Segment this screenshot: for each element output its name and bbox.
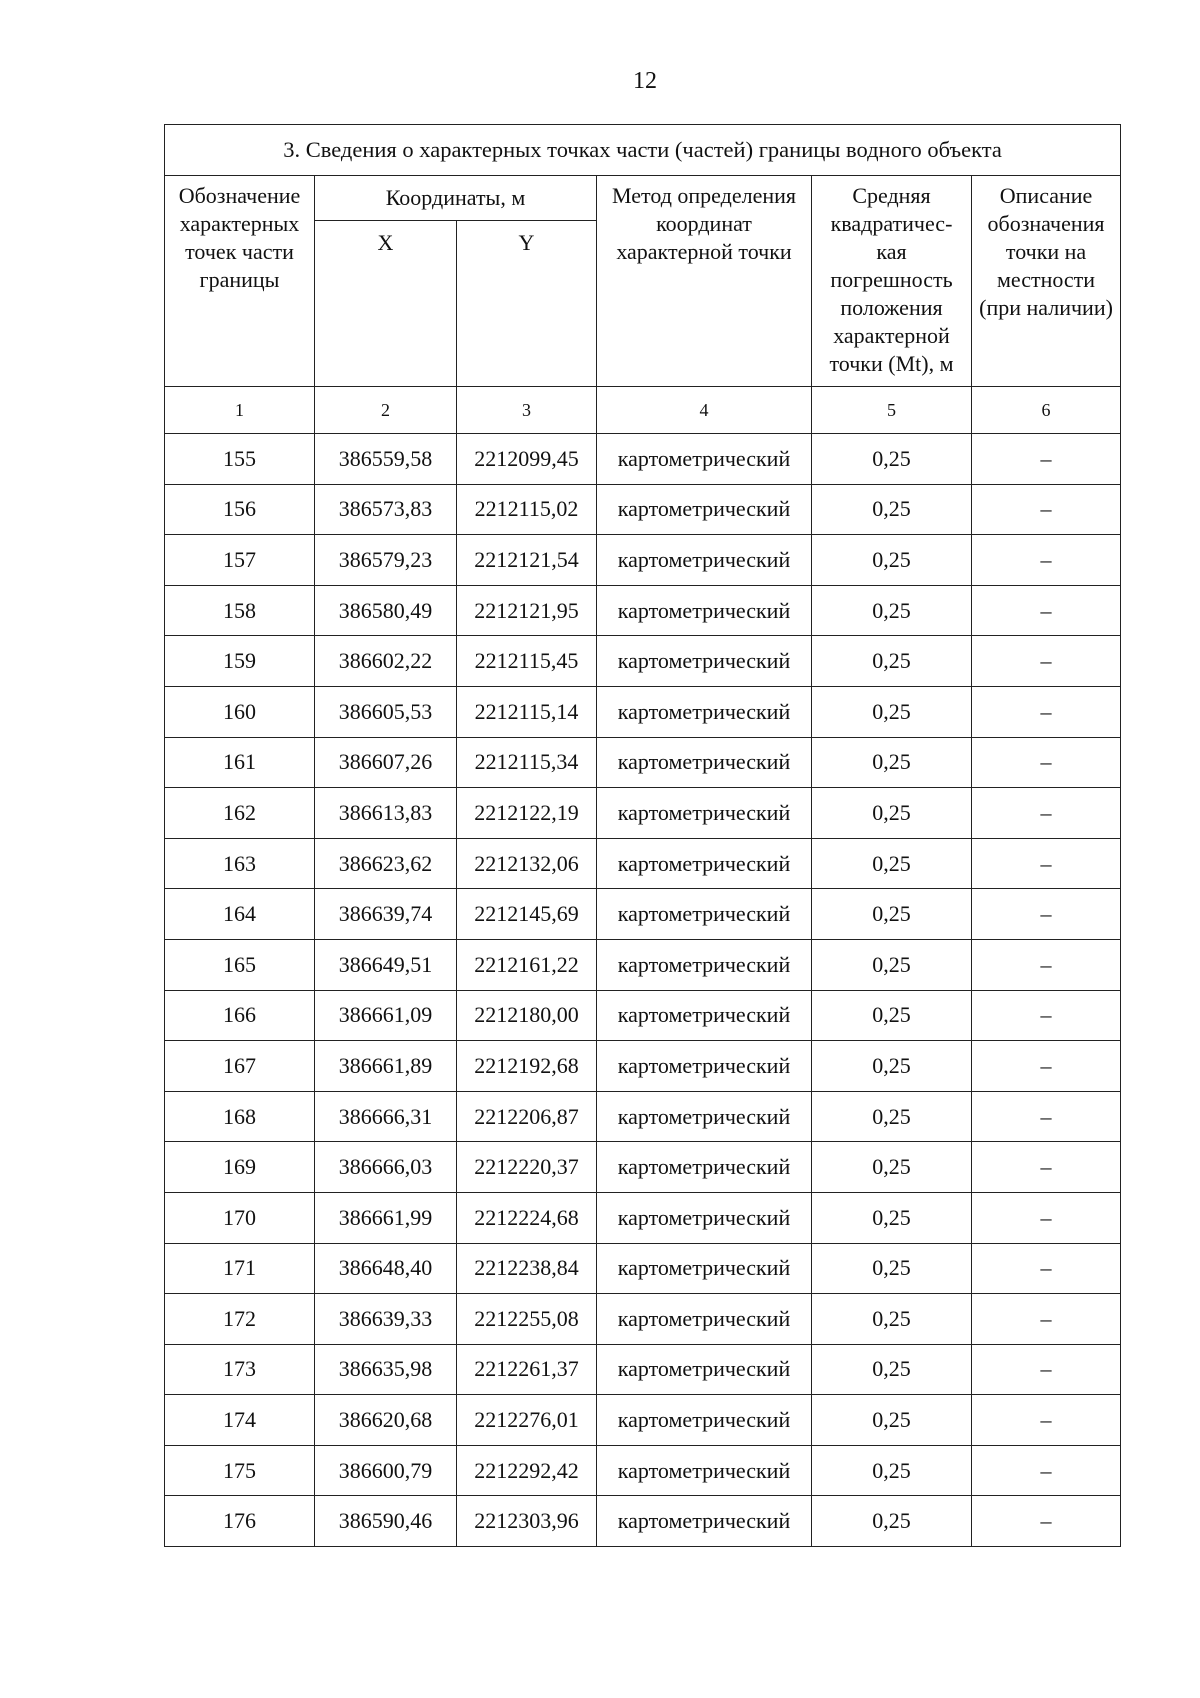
error-cell: 0,25	[812, 1344, 972, 1395]
header-x: X	[315, 221, 457, 387]
description-cell: –	[972, 788, 1121, 839]
y-coordinate-cell: 2212121,54	[457, 535, 597, 586]
x-coordinate-cell: 386666,03	[315, 1142, 457, 1193]
method-cell: картометрический	[597, 788, 812, 839]
y-coordinate-cell: 2212276,01	[457, 1395, 597, 1446]
point-cell: 173	[165, 1344, 315, 1395]
method-cell: картометрический	[597, 889, 812, 940]
x-coordinate-cell: 386605,53	[315, 686, 457, 737]
page-number: 12	[633, 68, 657, 94]
description-cell: –	[972, 686, 1121, 737]
x-coordinate-cell: 386639,33	[315, 1294, 457, 1345]
column-number: 1	[165, 387, 315, 434]
x-coordinate-cell: 386649,51	[315, 939, 457, 990]
header-coordinates: Координаты, м	[315, 176, 597, 221]
description-cell: –	[972, 1344, 1121, 1395]
point-cell: 168	[165, 1091, 315, 1142]
method-cell: картометрический	[597, 1192, 812, 1243]
column-number: 3	[457, 387, 597, 434]
method-cell: картометрический	[597, 1142, 812, 1193]
method-cell: картометрический	[597, 535, 812, 586]
error-cell: 0,25	[812, 484, 972, 535]
x-coordinate-cell: 386607,26	[315, 737, 457, 788]
error-cell: 0,25	[812, 990, 972, 1041]
header-point-designation: Обозначение характерных точек части границы	[165, 176, 315, 387]
method-cell: картометрический	[597, 1395, 812, 1446]
method-cell: картометрический	[597, 1294, 812, 1345]
method-cell: картометрический	[597, 585, 812, 636]
x-coordinate-cell: 386559,58	[315, 434, 457, 485]
description-cell: –	[972, 636, 1121, 687]
x-coordinate-cell: 386661,99	[315, 1192, 457, 1243]
method-cell: картометрический	[597, 1344, 812, 1395]
method-cell: картометрический	[597, 1496, 812, 1547]
description-cell: –	[972, 1395, 1121, 1446]
y-coordinate-cell: 2212132,06	[457, 838, 597, 889]
x-coordinate-cell: 386600,79	[315, 1445, 457, 1496]
point-cell: 174	[165, 1395, 315, 1446]
method-cell: картометрический	[597, 434, 812, 485]
method-cell: картометрический	[597, 990, 812, 1041]
description-cell: –	[972, 434, 1121, 485]
error-cell: 0,25	[812, 434, 972, 485]
error-cell: 0,25	[812, 636, 972, 687]
table-body	[165, 125, 1121, 1547]
y-coordinate-cell: 2212115,02	[457, 484, 597, 535]
description-cell: –	[972, 535, 1121, 586]
description-cell: –	[972, 1091, 1121, 1142]
y-coordinate-cell: 2212220,37	[457, 1142, 597, 1193]
description-cell: –	[972, 990, 1121, 1041]
y-coordinate-cell: 2212261,37	[457, 1344, 597, 1395]
y-coordinate-cell: 2212121,95	[457, 585, 597, 636]
description-cell: –	[972, 737, 1121, 788]
table-row	[165, 1192, 1121, 1243]
description-cell: –	[972, 1142, 1121, 1193]
method-cell: картометрический	[597, 1041, 812, 1092]
column-number: 5	[812, 387, 972, 434]
point-cell: 170	[165, 1192, 315, 1243]
description-cell: –	[972, 1445, 1121, 1496]
table-row	[165, 939, 1121, 990]
point-cell: 158	[165, 585, 315, 636]
table-row	[165, 585, 1121, 636]
y-coordinate-cell: 2212099,45	[457, 434, 597, 485]
method-cell: картометрический	[597, 1445, 812, 1496]
y-coordinate-cell: 2212122,19	[457, 788, 597, 839]
error-cell: 0,25	[812, 1496, 972, 1547]
table-row	[165, 737, 1121, 788]
description-cell: –	[972, 889, 1121, 940]
error-cell: 0,25	[812, 939, 972, 990]
method-cell: картометрический	[597, 737, 812, 788]
point-cell: 166	[165, 990, 315, 1041]
x-coordinate-cell: 386661,89	[315, 1041, 457, 1092]
point-cell: 165	[165, 939, 315, 990]
method-cell: картометрический	[597, 939, 812, 990]
error-cell: 0,25	[812, 889, 972, 940]
point-cell: 162	[165, 788, 315, 839]
column-number: 6	[972, 387, 1121, 434]
point-cell: 156	[165, 484, 315, 535]
x-coordinate-cell: 386620,68	[315, 1395, 457, 1446]
description-cell: –	[972, 838, 1121, 889]
error-cell: 0,25	[812, 1142, 972, 1193]
table-row	[165, 686, 1121, 737]
characteristic-points-table	[164, 124, 1121, 1547]
method-cell: картометрический	[597, 1243, 812, 1294]
y-coordinate-cell: 2212192,68	[457, 1041, 597, 1092]
y-coordinate-cell: 2212115,34	[457, 737, 597, 788]
table-row	[165, 889, 1121, 940]
table-row	[165, 1294, 1121, 1345]
method-cell: картометрический	[597, 1091, 812, 1142]
x-coordinate-cell: 386623,62	[315, 838, 457, 889]
point-cell: 171	[165, 1243, 315, 1294]
method-cell: картометрический	[597, 686, 812, 737]
point-cell: 164	[165, 889, 315, 940]
x-coordinate-cell: 386661,09	[315, 990, 457, 1041]
header-description: Описание обозначения точки на местности (при наличии)	[972, 176, 1121, 387]
table-row	[165, 1344, 1121, 1395]
description-cell: –	[972, 585, 1121, 636]
table-title: 3. Сведения о характерных точках части (частей) границы водного объекта	[165, 125, 1121, 176]
point-cell: 161	[165, 737, 315, 788]
x-coordinate-cell: 386602,22	[315, 636, 457, 687]
x-coordinate-cell: 386573,83	[315, 484, 457, 535]
method-cell: картометрический	[597, 484, 812, 535]
error-cell: 0,25	[812, 585, 972, 636]
y-coordinate-cell: 2212206,87	[457, 1091, 597, 1142]
error-cell: 0,25	[812, 1091, 972, 1142]
y-coordinate-cell: 2212224,68	[457, 1192, 597, 1243]
table-row	[165, 484, 1121, 535]
x-coordinate-cell: 386613,83	[315, 788, 457, 839]
point-cell: 176	[165, 1496, 315, 1547]
header-method: Метод определения координат характерной точки	[597, 176, 812, 387]
table-row	[165, 1041, 1121, 1092]
x-coordinate-cell: 386648,40	[315, 1243, 457, 1294]
table-title-row	[165, 125, 1121, 176]
description-cell: –	[972, 1243, 1121, 1294]
description-cell: –	[972, 484, 1121, 535]
y-coordinate-cell: 2212115,45	[457, 636, 597, 687]
error-cell: 0,25	[812, 686, 972, 737]
point-cell: 169	[165, 1142, 315, 1193]
table-row	[165, 838, 1121, 889]
error-cell: 0,25	[812, 1243, 972, 1294]
table-row	[165, 1142, 1121, 1193]
table-row	[165, 1243, 1121, 1294]
point-cell: 155	[165, 434, 315, 485]
point-cell: 167	[165, 1041, 315, 1092]
error-cell: 0,25	[812, 1445, 972, 1496]
table-row	[165, 1445, 1121, 1496]
point-cell: 160	[165, 686, 315, 737]
error-cell: 0,25	[812, 1395, 972, 1446]
table-row	[165, 788, 1121, 839]
error-cell: 0,25	[812, 838, 972, 889]
point-cell: 172	[165, 1294, 315, 1345]
point-cell: 157	[165, 535, 315, 586]
x-coordinate-cell: 386590,46	[315, 1496, 457, 1547]
description-cell: –	[972, 1294, 1121, 1345]
table-row	[165, 990, 1121, 1041]
error-cell: 0,25	[812, 737, 972, 788]
point-cell: 163	[165, 838, 315, 889]
description-cell: –	[972, 1041, 1121, 1092]
table-row	[165, 1496, 1121, 1547]
point-cell: 159	[165, 636, 315, 687]
y-coordinate-cell: 2212303,96	[457, 1496, 597, 1547]
column-number-row	[165, 387, 1121, 434]
column-number: 4	[597, 387, 812, 434]
method-cell: картометрический	[597, 838, 812, 889]
error-cell: 0,25	[812, 788, 972, 839]
x-coordinate-cell: 386579,23	[315, 535, 457, 586]
y-coordinate-cell: 2212292,42	[457, 1445, 597, 1496]
table-row	[165, 1091, 1121, 1142]
y-coordinate-cell: 2212180,00	[457, 990, 597, 1041]
table-row	[165, 636, 1121, 687]
table-row	[165, 1395, 1121, 1446]
error-cell: 0,25	[812, 1192, 972, 1243]
column-number: 2	[315, 387, 457, 434]
header-mean-square-error: Средняя квадратичес-кая погрешность положения характерной точки (Mt), м	[812, 176, 972, 387]
error-cell: 0,25	[812, 535, 972, 586]
y-coordinate-cell: 2212161,22	[457, 939, 597, 990]
x-coordinate-cell: 386666,31	[315, 1091, 457, 1142]
x-coordinate-cell: 386639,74	[315, 889, 457, 940]
error-cell: 0,25	[812, 1294, 972, 1345]
table-row	[165, 535, 1121, 586]
description-cell: –	[972, 1496, 1121, 1547]
x-coordinate-cell: 386635,98	[315, 1344, 457, 1395]
x-coordinate-cell: 386580,49	[315, 585, 457, 636]
y-coordinate-cell: 2212255,08	[457, 1294, 597, 1345]
table-row	[165, 434, 1121, 485]
description-cell: –	[972, 1192, 1121, 1243]
description-cell: –	[972, 939, 1121, 990]
error-cell: 0,25	[812, 1041, 972, 1092]
header-y: Y	[457, 221, 597, 387]
header-row	[165, 176, 1121, 221]
y-coordinate-cell: 2212115,14	[457, 686, 597, 737]
y-coordinate-cell: 2212145,69	[457, 889, 597, 940]
method-cell: картометрический	[597, 636, 812, 687]
y-coordinate-cell: 2212238,84	[457, 1243, 597, 1294]
point-cell: 175	[165, 1445, 315, 1496]
